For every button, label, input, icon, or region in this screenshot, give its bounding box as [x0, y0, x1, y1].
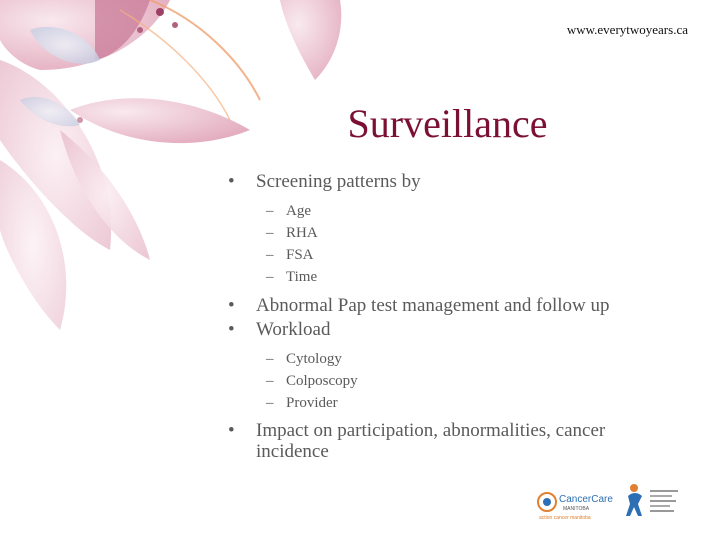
- bullet-dot: •: [228, 420, 235, 441]
- bullet-item: [228, 318, 668, 342]
- sub-bullet-text: FSA: [286, 247, 314, 263]
- sub-bullet-text: Time: [286, 269, 318, 285]
- bullet-dot: •: [228, 319, 235, 340]
- bullet-text: Screening patterns by: [256, 171, 421, 192]
- bullet-text: Abnormal Pap test management and follow up: [256, 295, 610, 316]
- sub-bullet-text: RHA: [286, 225, 318, 241]
- person-figure-icon: [624, 482, 694, 522]
- bullet-text: Workload: [256, 319, 331, 340]
- slide-title: Surveillance: [347, 101, 548, 146]
- sub-bullet-text: Age: [286, 203, 311, 219]
- bullet-dot: •: [228, 171, 235, 192]
- logo-line1: CancerCare: [559, 494, 613, 505]
- sub-bullet-item: – Cytology: [266, 351, 342, 367]
- logo-line3: action cancer manitoba: [539, 515, 591, 521]
- website-url[interactable]: www.everytwoyears.ca: [566, 22, 688, 37]
- bullet-item: [228, 420, 668, 462]
- slide-title-row: [0, 100, 720, 147]
- sub-bullet-item: – Provider: [266, 395, 338, 411]
- sub-bullet-item: – Colposcopy: [266, 373, 358, 389]
- bullet-dot: •: [228, 295, 235, 316]
- sub-bullet-item: – Age: [266, 203, 311, 219]
- cancercare-manitoba-logo: [537, 488, 617, 522]
- bullet-list: [228, 170, 668, 462]
- sub-bullet-text: Colposcopy: [286, 373, 358, 389]
- logo-line2: MANITOBA: [563, 506, 590, 512]
- bullet-item: [228, 294, 668, 318]
- sub-bullet-text: Cytology: [286, 351, 342, 367]
- bullet-item: [228, 170, 668, 194]
- sub-bullet-item: – RHA: [266, 225, 318, 241]
- sub-bullet-text: Provider: [286, 395, 338, 411]
- bullet-text: Impact on participation, abnormalities, cancer incidence: [256, 420, 606, 462]
- sub-bullet-item: – Time: [266, 269, 318, 285]
- sub-bullet-item: – FSA: [266, 247, 314, 263]
